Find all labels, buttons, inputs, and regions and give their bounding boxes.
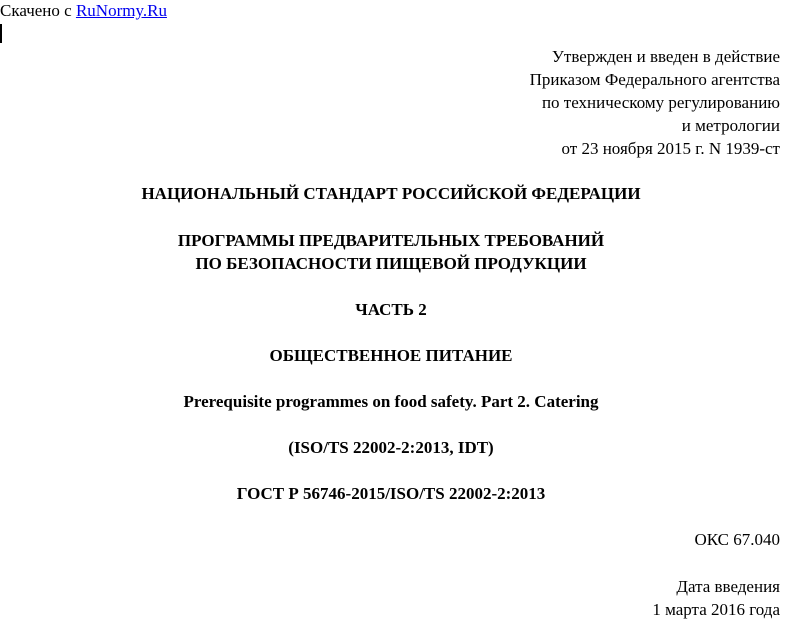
part-number: ЧАСТЬ 2 xyxy=(355,300,427,319)
approval-line: Приказом Федерального агентства xyxy=(529,70,780,89)
document-title-line: ПО БЕЗОПАСНОСТИ ПИЩЕВОЙ ПРОДУКЦИИ xyxy=(195,254,587,273)
standard-type: НАЦИОНАЛЬНЫЙ СТАНДАРТ РОССИЙСКОЙ ФЕДЕРАЦИИ xyxy=(141,184,641,203)
document-title-line: ПРОГРАММЫ ПРЕДВАРИТЕЛЬНЫХ ТРЕБОВАНИЙ xyxy=(177,231,605,250)
approval-block xyxy=(530,45,780,160)
document-title xyxy=(0,229,782,275)
intro-date-value: 1 марта 2016 года xyxy=(652,600,780,619)
approval-line: Утвержден и введен в действие xyxy=(551,47,780,66)
oks-code: ОКС 67.040 xyxy=(694,530,780,549)
approval-line: по техническому регулированию xyxy=(541,93,780,112)
gost-number: ГОСТ Р 56746-2015/ISO/TS 22002-2:2013 xyxy=(236,484,546,503)
source-prefix: Скачено с xyxy=(0,1,76,20)
english-title: Prerequisite programmes on food safety. Part 2. Catering xyxy=(183,392,599,411)
source-line xyxy=(0,1,167,21)
text-cursor xyxy=(0,24,2,43)
approval-line: и метрологии xyxy=(681,116,780,135)
intro-date-block xyxy=(652,575,780,621)
part-title: ОБЩЕСТВЕННОЕ ПИТАНИЕ xyxy=(269,346,513,365)
source-link[interactable]: RuNormy.Ru xyxy=(75,1,167,20)
iso-reference: (ISO/TS 22002-2:2013, IDT) xyxy=(288,438,494,457)
approval-line: от 23 ноября 2015 г. N 1939-ст xyxy=(561,139,780,158)
intro-date-label: Дата введения xyxy=(676,577,780,596)
